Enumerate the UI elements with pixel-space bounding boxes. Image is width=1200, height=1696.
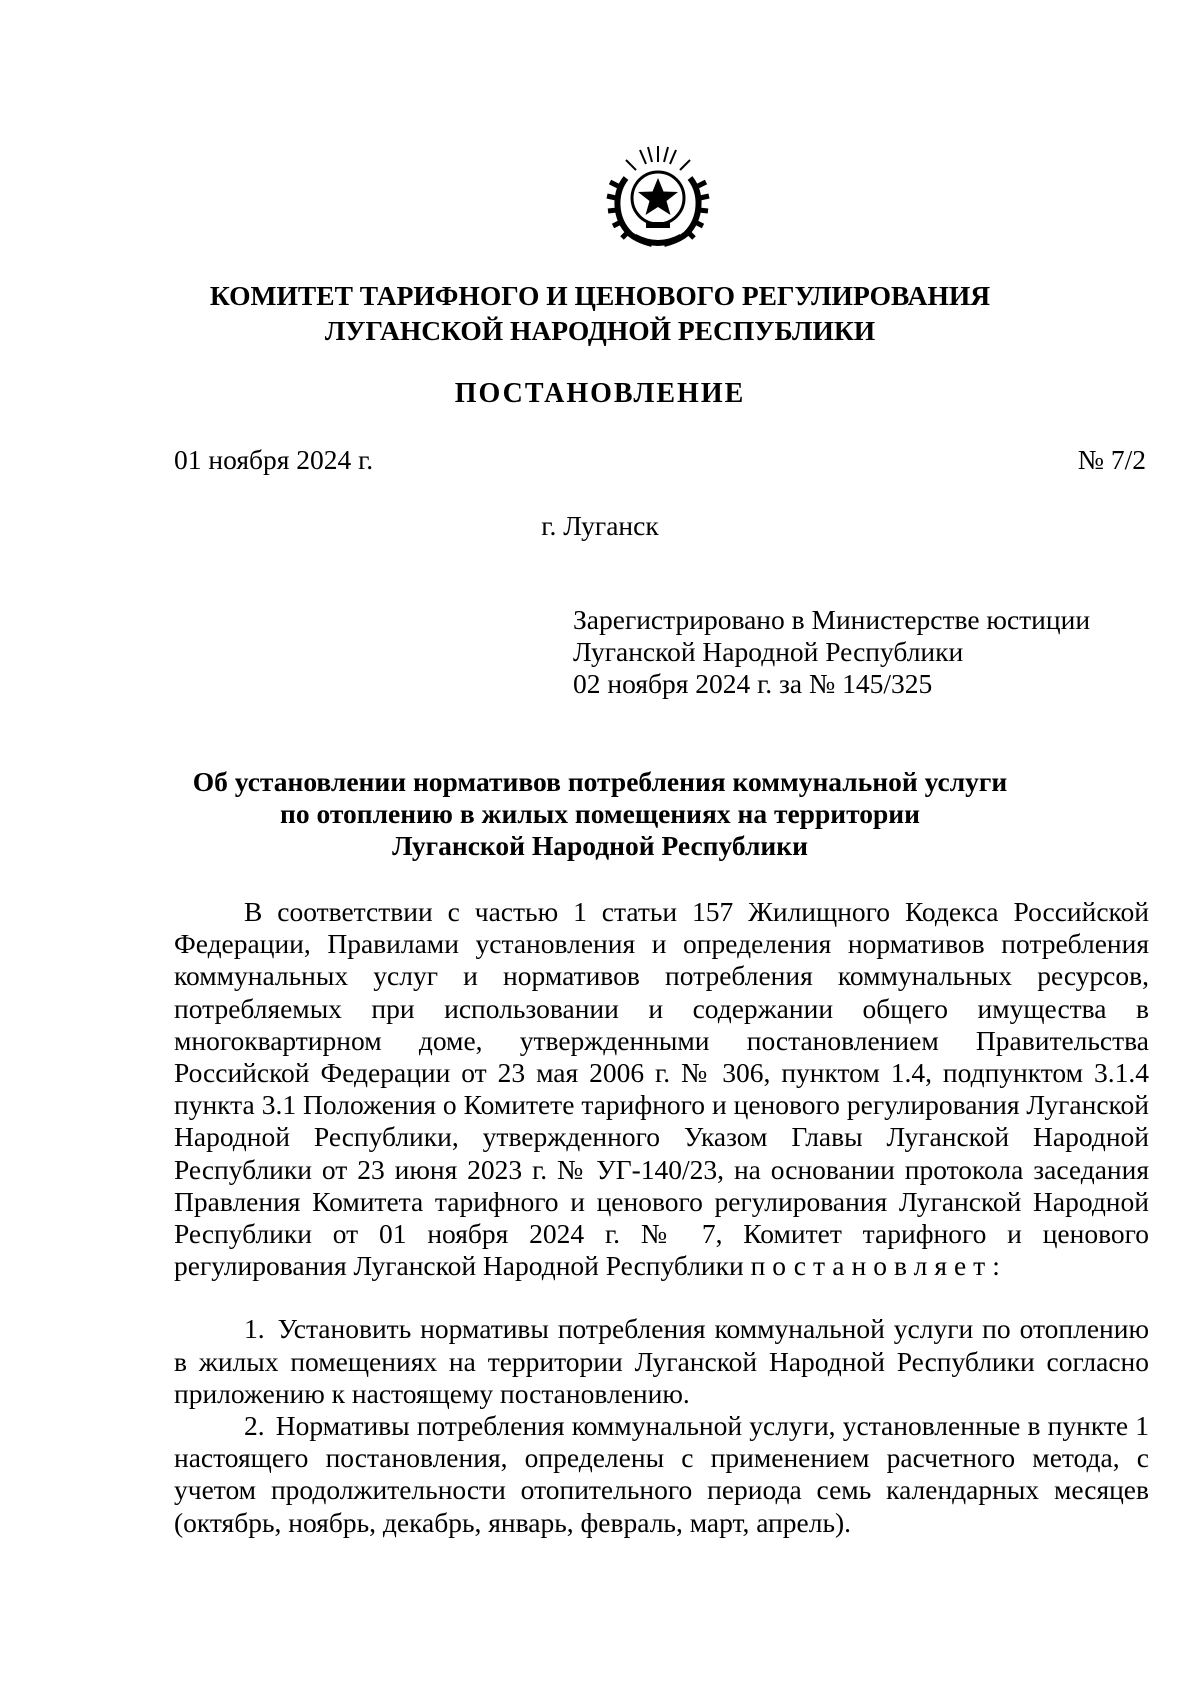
coat-of-arms-icon — [596, 138, 720, 252]
registration-line1: Зарегистрировано в Министерстве юстиции — [573, 604, 1091, 635]
organization-title — [150, 278, 1050, 348]
document-city: г. Луганск — [541, 510, 659, 541]
item-2-paragraph — [174, 1410, 1149, 1539]
item-2-text: Нормативы потребления коммунальной услуги, установленные в пункте 1 настоящего постановления, определены с применением расчетного метода, с учетом продолжительности отопительного периода семь календарных месяцев (октябрь, ноябрь, декабрь, январь, февраль, март, апрель). — [174, 1410, 1149, 1538]
registration-line3: 02 ноября 2024 г. за № 145/325 — [573, 668, 933, 699]
organization-title-line2: ЛУГАНСКОЙ НАРОДНОЙ РЕСПУБЛИКИ — [324, 315, 876, 346]
subject-line2: по отоплению в жилых помещениях на территории — [280, 798, 920, 829]
document-number: № 7/2 — [1077, 444, 1146, 475]
item-2-number: 2. — [244, 1410, 265, 1442]
subject-line3: Луганской Народной Республики — [392, 830, 808, 861]
document-subject — [150, 766, 1050, 862]
organization-title-line1: КОМИТЕТ ТАРИФНОГО И ЦЕНОВОГО РЕГУЛИРОВАНИЯ — [209, 280, 991, 311]
document-body — [174, 896, 1149, 1539]
subject-line1: Об установлении нормативов потребления коммунальной услуги — [192, 766, 1008, 797]
item-1-number: 1. — [244, 1313, 265, 1345]
registration-line2: Луганской Народной Республики — [573, 636, 964, 667]
preamble-text: В соответствии с частью 1 статьи 157 Жилищного Кодекса Российской Федерации, Правилами установления и определения нормативов потребления коммунальных услуг и нормативов потребления коммунальных ресурсов, потребляемых при использовании и содержании общего имущества в многоквартирном доме, утвержденными постановлением Правительства Российской Федерации от 23 мая 2006 г. № 306, пунктом 1.4, подпунктом 3.1.4 пункта 3.1 Положения о Комитете тарифного и ценового регулирования Луганской Народной Республики, утвержденного Указом Главы Луганской Народной Республики от 23 июня 2023 г. № УГ-140/23, на основании протокола заседания Правления Комитета тарифного и ценового регулирования Луганской Народной Республики от 01 ноября 2024 г. № 7, Комитет тарифного и ценового регулирования Луганской Народной Республики — [174, 896, 1149, 1282]
document-date: 01 ноября 2024 г. — [174, 444, 374, 475]
item-1-paragraph — [174, 1313, 1149, 1410]
item-1-text: Установить нормативы потребления коммунальной услуги по отоплению в жилых помещениях на территории Луганской Народной Республики согласно приложению к настоящему постановлению. — [174, 1313, 1150, 1409]
registration-note — [573, 604, 1090, 700]
resolves-word: постановляет: — [750, 1250, 1007, 1282]
document-type: ПОСТАНОВЛЕНИЕ — [454, 378, 746, 409]
preamble-paragraph — [174, 896, 1149, 1282]
